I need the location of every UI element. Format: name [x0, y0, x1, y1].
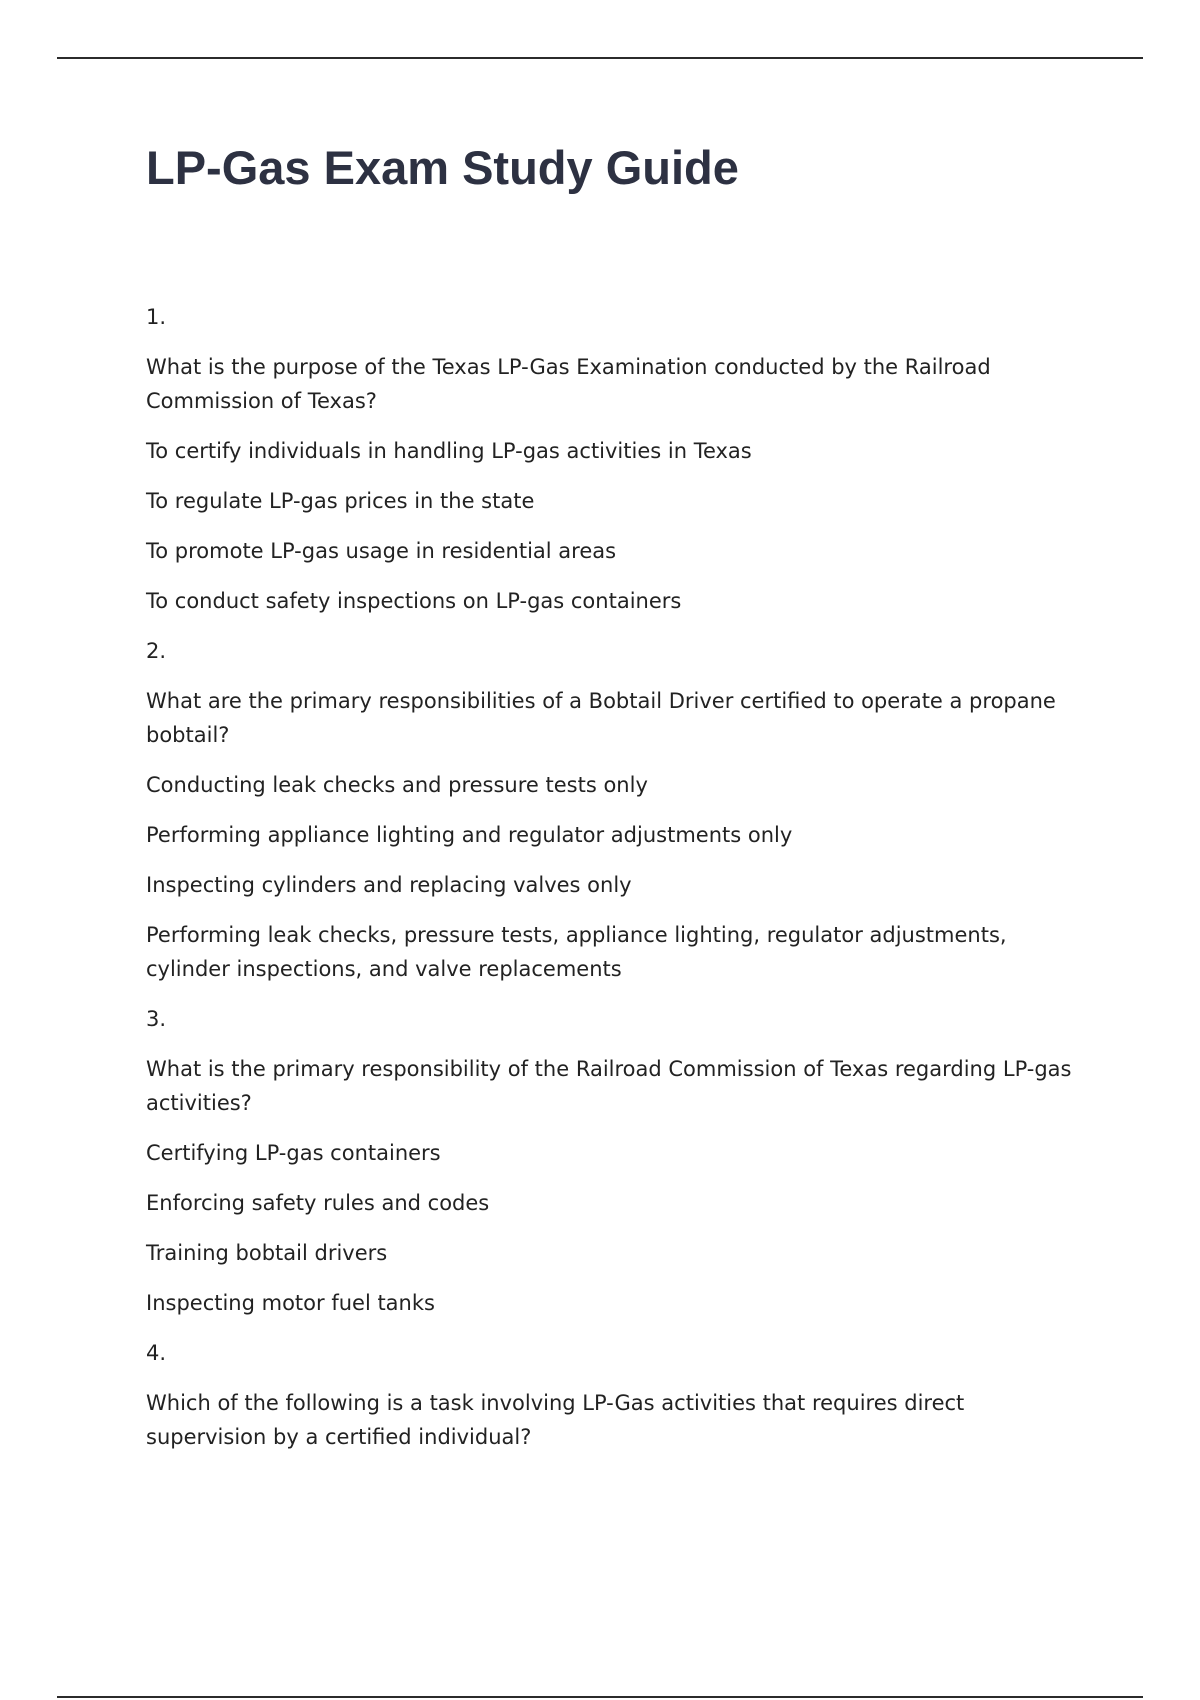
question-number: 3. — [146, 1007, 167, 1031]
question-text: What is the purpose of the Texas LP-Gas Examination conducted by the Railroad Commission of Texas? — [146, 355, 991, 413]
answer-option: Training bobtail drivers — [146, 1241, 388, 1265]
answer-option: Inspecting cylinders and replacing valves only — [146, 873, 632, 897]
answer-option: To promote LP-gas usage in residential areas — [146, 539, 617, 563]
answer-option: To certify individuals in handling LP-gas activities in Texas — [146, 439, 752, 463]
question-list — [146, 300, 1086, 1470]
top-divider — [57, 57, 1143, 59]
answer-option: Certifying LP-gas containers — [146, 1141, 441, 1165]
answer-option: Conducting leak checks and pressure tests only — [146, 773, 648, 797]
answer-option: Enforcing safety rules and codes — [146, 1191, 490, 1215]
question-number: 4. — [146, 1341, 167, 1365]
page-title: LP-Gas Exam Study Guide — [146, 141, 739, 194]
question-number: 1. — [146, 305, 167, 329]
answer-option: Performing leak checks, pressure tests, appliance lighting, regulator adjustments, cylinder inspections, and valve replacements — [146, 923, 1007, 981]
question-number: 2. — [146, 639, 167, 663]
answer-option: To conduct safety inspections on LP-gas containers — [146, 589, 682, 613]
answer-option: Performing appliance lighting and regulator adjustments only — [146, 823, 793, 847]
bottom-divider — [57, 1696, 1143, 1698]
question-text: Which of the following is a task involving LP-Gas activities that requires direct supervision by a certified individual? — [146, 1391, 965, 1449]
question-text: What are the primary responsibilities of a Bobtail Driver certified to operate a propane bobtail? — [146, 689, 1056, 747]
answer-option: Inspecting motor fuel tanks — [146, 1291, 435, 1315]
question-text: What is the primary responsibility of the Railroad Commission of Texas regarding LP-gas activities? — [146, 1057, 1072, 1115]
answer-option: To regulate LP-gas prices in the state — [146, 489, 535, 513]
